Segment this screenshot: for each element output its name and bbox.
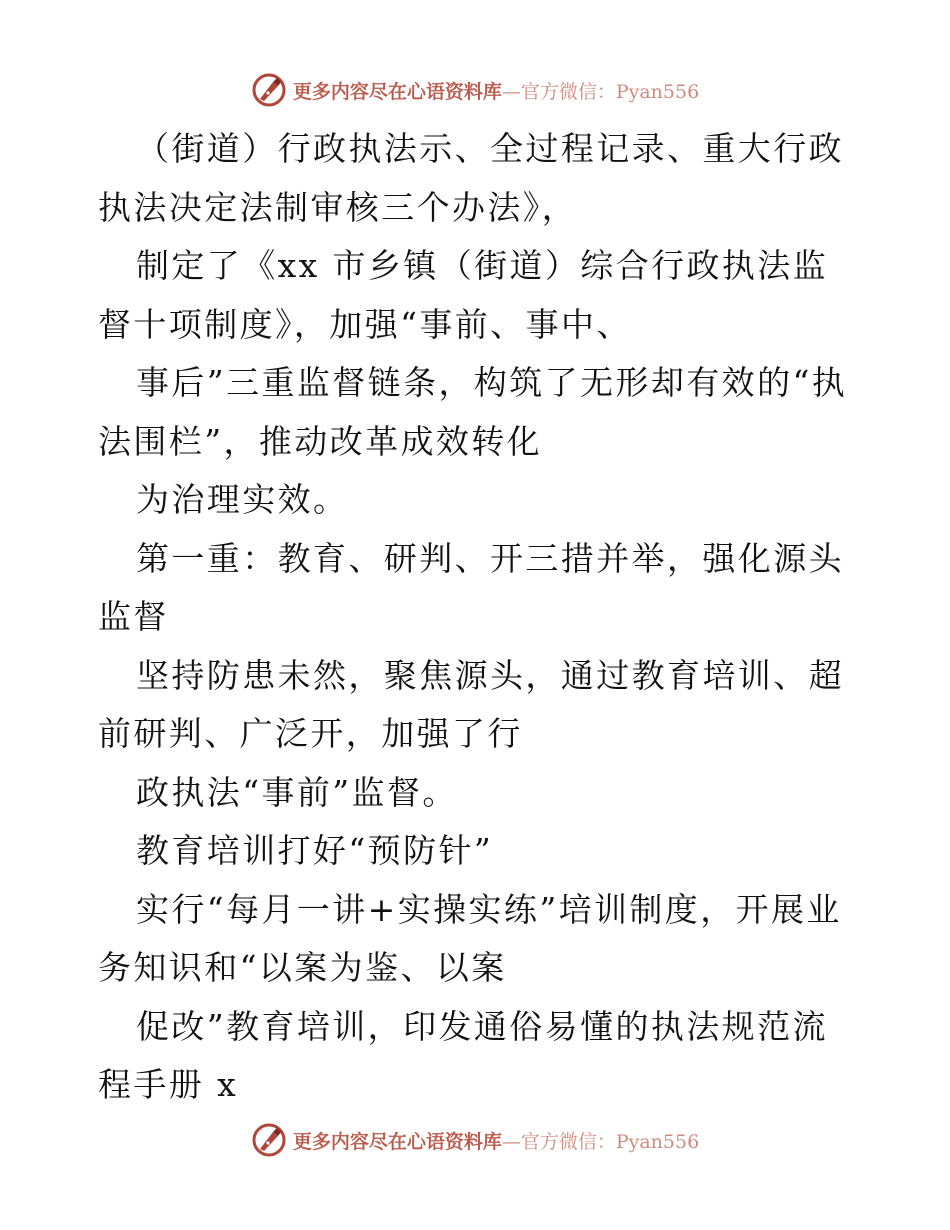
- paragraph: 促改”教育培训，印发通俗易懂的执法规范流程手册 x: [98, 1006, 828, 1104]
- footer-watermark-text: [293, 1127, 699, 1154]
- pen-nib-logo-icon: [251, 72, 287, 108]
- header-watermark-main: 更多内容尽在心语资料库: [292, 80, 502, 103]
- footer-watermark-sub: —官方微信：Pyan556: [501, 1130, 700, 1153]
- paragraph: 为治理实效。: [136, 480, 349, 519]
- section-heading: 第一重：教育、研判、开三措并举，强化源头监督: [98, 538, 844, 636]
- footer-watermark-main: 更多内容尽在心语资料库: [292, 1130, 502, 1153]
- paragraph: 制定了《xx 市乡镇（街道）综合行政执法监督十项制度》，加强“事前、事中、: [98, 246, 829, 344]
- header-watermark: [0, 68, 950, 112]
- paragraph: 政执法“事前”监督。: [136, 772, 458, 812]
- paragraph: 坚持防患未然，聚焦源头，通过教育培训、超前研判、广泛开，加强了行: [98, 655, 844, 753]
- pen-nib-logo-icon: [251, 1122, 287, 1158]
- paragraph: （街道）行政执法示、全过程记录、重大行政执法决定法制审核三个办法》，: [98, 129, 844, 227]
- body-text: [98, 120, 858, 1115]
- paragraph: 实行“每月一讲+实操实练”培训制度，开展业务知识和“以案为鉴、以案: [98, 889, 842, 987]
- header-watermark-text: [293, 77, 699, 104]
- sub-heading: 教育培训打好“预防针”: [136, 831, 494, 870]
- paragraph: 事后”三重监督链条，构筑了无形却有效的“执法围栏”，推动改革成效转化: [98, 363, 848, 461]
- header-watermark-sub: —官方微信：Pyan556: [501, 80, 700, 103]
- footer-watermark: [0, 1118, 950, 1162]
